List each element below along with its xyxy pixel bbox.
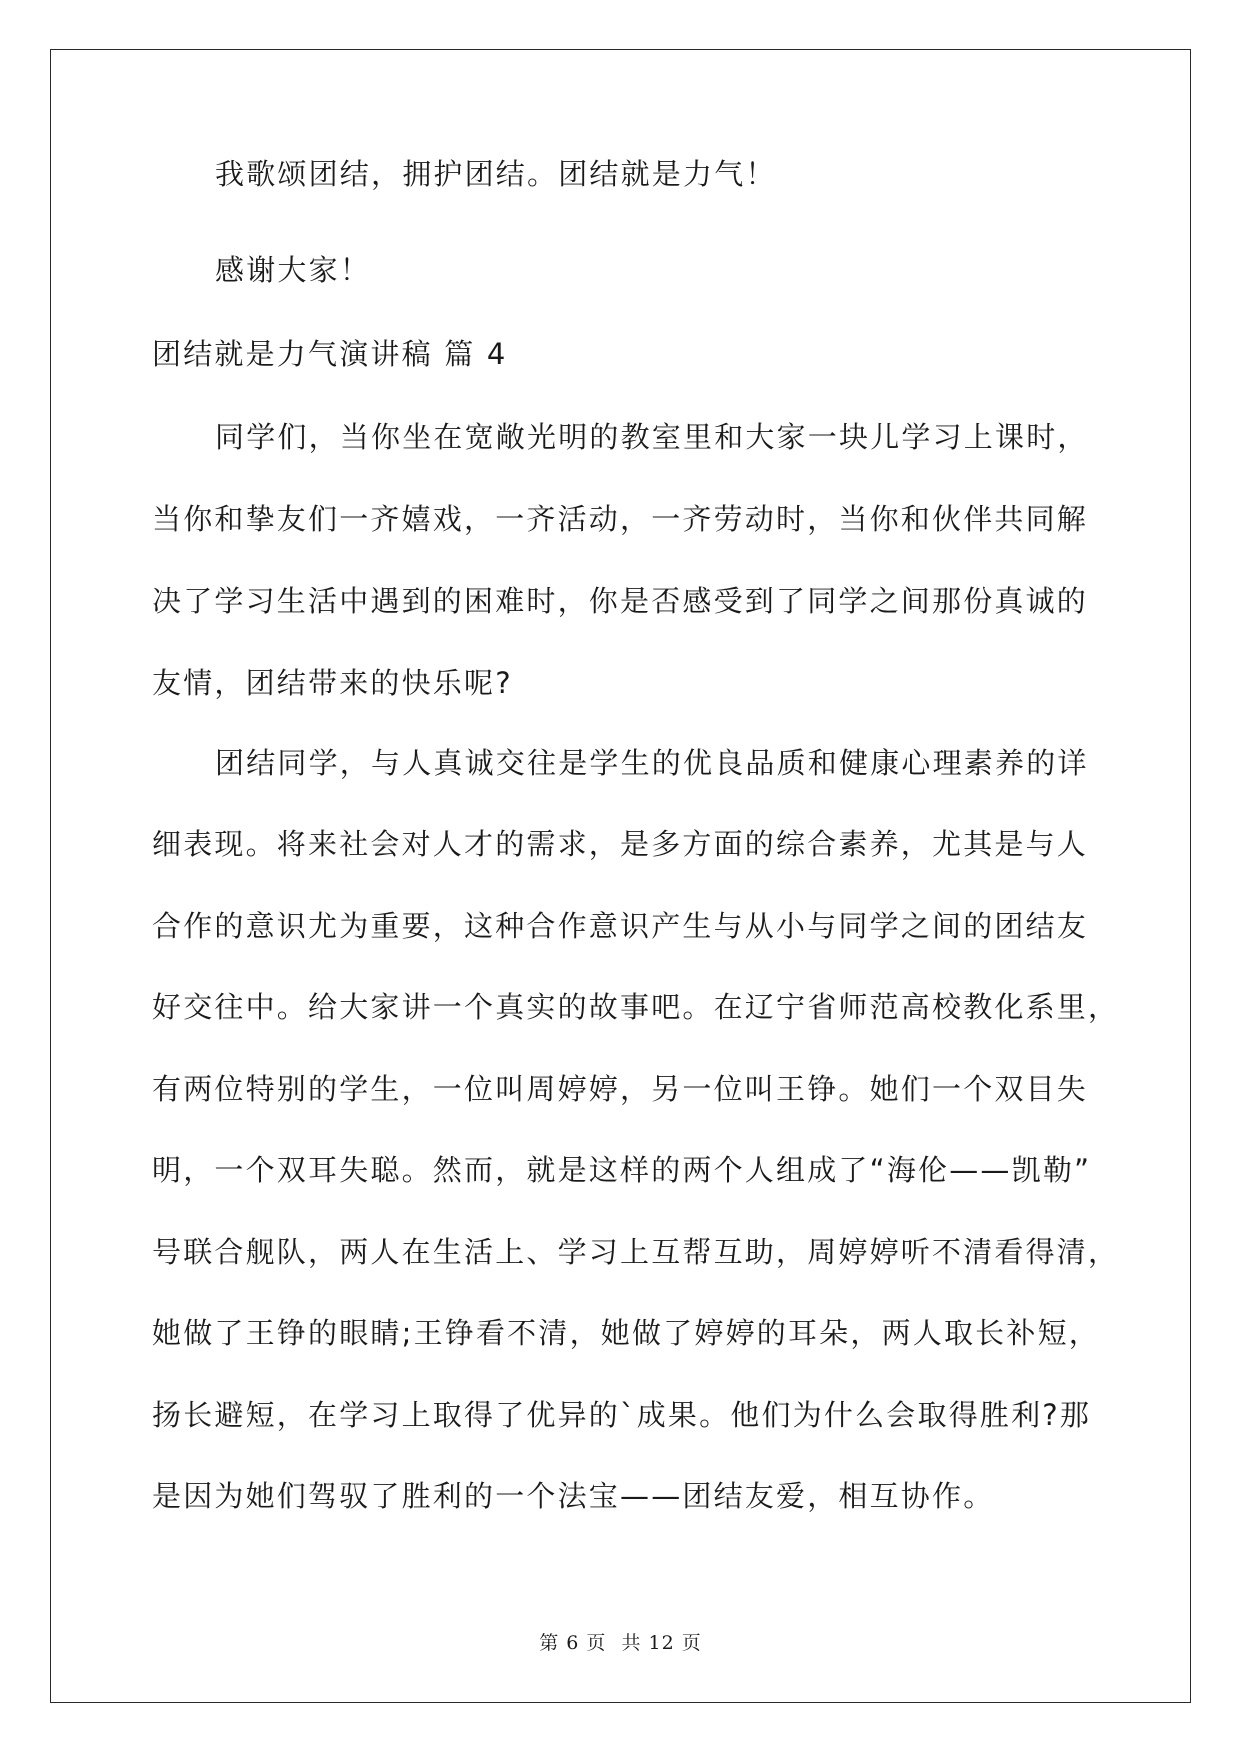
paragraph-line: 合作的意识尤为重要，这种合作意识产生与从小与同学之间的团结友 (152, 909, 1089, 943)
paragraph-line: 团结同学，与人真诚交往是学生的优良品质和健康心理素养的详 (215, 746, 1089, 780)
page-number-total: 共 12 页 (621, 1632, 702, 1654)
paragraph-line: 扬长避短，在学习上取得了优异的`成果。他们为什么会取得胜利?那 (152, 1398, 1092, 1432)
paragraph-line: 号联合舰队，两人在生活上、学习上互帮互助，周婷婷听不清看得清， (152, 1235, 1120, 1269)
paragraph-line: 感谢大家！ (215, 253, 372, 287)
paragraph-line: 友情，团结带来的快乐呢? (152, 666, 513, 700)
paragraph-line: 有两位特别的学生，一位叫周婷婷，另一位叫王铮。她们一个双目失 (152, 1072, 1089, 1106)
paragraph-line: 决了学习生活中遇到的困难时，你是否感受到了同学之间那份真诚的 (152, 584, 1089, 618)
paragraph-line: 明，一个双耳失聪。然而，就是这样的两个人组成了“海伦——凯勒” (152, 1153, 1092, 1187)
paragraph-line: 好交往中。给大家讲一个真实的故事吧。在辽宁省师范高校教化系里， (152, 990, 1120, 1024)
paragraph-line: 我歌颂团结，拥护团结。团结就是力气！ (215, 157, 777, 191)
section-heading: 团结就是力气演讲稿 篇 4 (152, 337, 508, 371)
page-footer (0, 1628, 1241, 1655)
paragraph-line: 是因为她们驾驭了胜利的一个法宝——团结友爱，相互协作。 (152, 1479, 995, 1513)
paragraph-line: 她做了王铮的眼睛;王铮看不清，她做了婷婷的耳朵，两人取长补短， (152, 1316, 1100, 1350)
page-number-current: 第 6 页 (539, 1632, 607, 1654)
paragraph-line: 同学们，当你坐在宽敞光明的教室里和大家一块儿学习上课时， (215, 420, 1089, 454)
paragraph-line: 当你和挚友们一齐嬉戏，一齐活动，一齐劳动时，当你和伙伴共同解 (152, 502, 1089, 536)
page-border (50, 49, 1191, 1703)
paragraph-line: 细表现。将来社会对人才的需求，是多方面的综合素养，尤其是与人 (152, 827, 1089, 861)
